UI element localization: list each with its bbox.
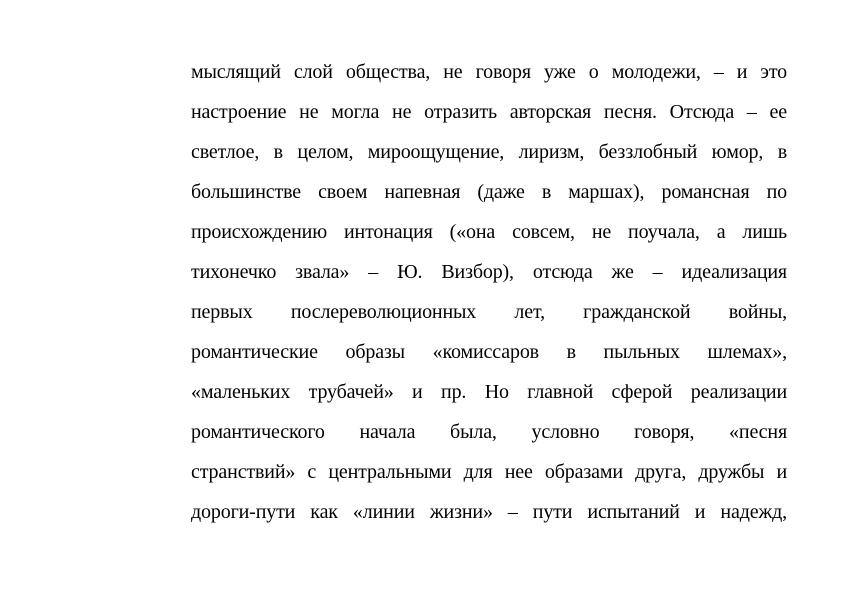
text-line-9: «маленьких трубачей» и пр. Но главной сферой реализации xyxy=(191,381,787,403)
text-line-4: большинстве своем напевная (даже в маршах), романсная по xyxy=(191,181,787,203)
body-text xyxy=(191,52,787,532)
text-line-8: романтические образы «комиссаров в пыльных шлемах», xyxy=(191,341,787,363)
text-line-11: странствий» с центральными для нее образами друга, дружбы и xyxy=(191,461,787,483)
text-line-7: первых послереволюционных лет, гражданской войны, xyxy=(191,301,787,323)
text-line-10: романтического начала была, условно говоря, «песня xyxy=(191,421,787,443)
text-line-12: дороги-пути как «линии жизни» – пути испытаний и надежд, xyxy=(191,501,787,523)
text-line-6: тихонечко звала» – Ю. Визбор), отсюда же – идеализация xyxy=(191,261,787,283)
text-line-1: мыслящий слой общества, не говоря уже о молодежи, – и это xyxy=(191,61,787,83)
text-line-3: светлое, в целом, мироощущение, лиризм, беззлобный юмор, в xyxy=(191,141,787,163)
text-line-5: происхождению интонация («она совсем, не поучала, а лишь xyxy=(191,221,787,243)
text-line-2: настроение не могла не отразить авторская песня. Отсюда – ее xyxy=(191,101,787,123)
